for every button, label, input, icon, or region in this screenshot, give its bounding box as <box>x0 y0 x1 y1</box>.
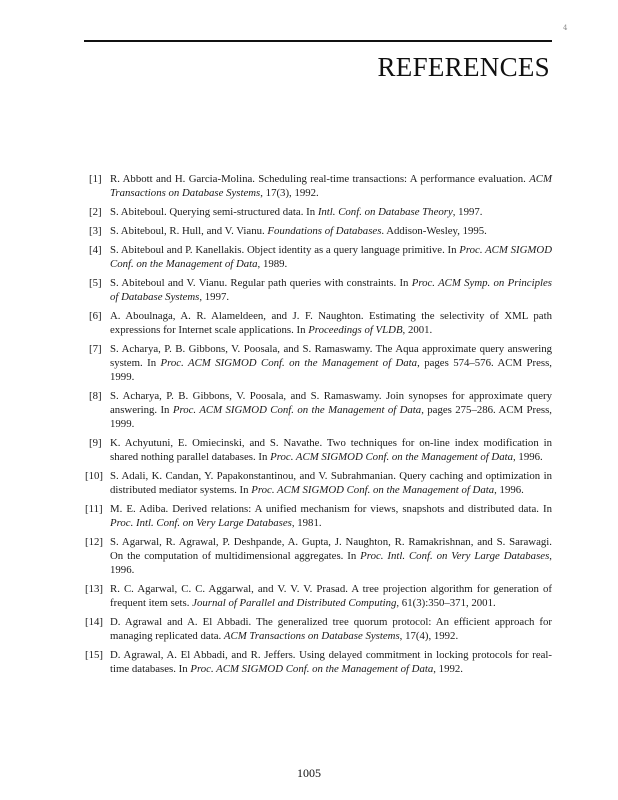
reference-text: , 1992. <box>433 663 463 676</box>
reference-venue: Proc. Intl. Conf. on Very Large Databases <box>360 550 550 563</box>
reference-number: [6] <box>89 309 102 322</box>
reference-text: S. Abiteboul. Querying semi-structured data. In <box>110 206 318 218</box>
reference-number: [4] <box>89 243 102 256</box>
reference-text: , 1981. <box>291 517 322 530</box>
reference-number: [9] <box>89 437 102 449</box>
reference-text: , pages 275–286. ACM Press, 1999. <box>110 404 552 431</box>
reference-number: [11] <box>85 503 103 515</box>
reference-item <box>89 309 552 337</box>
reference-venue: Proc. ACM SIGMOD Conf. on the Management of Data <box>160 356 418 369</box>
reference-text: S. Acharya, P. B. Gibbons, V. Poosala, and S. Ramaswamy. The Aqua approximate query answering system. In <box>110 342 552 369</box>
reference-text: S. Acharya, P. B. Gibbons, V. Poosala, and S. Ramaswamy. Join synopses for approximate query answering. In <box>110 389 552 416</box>
reference-item <box>85 502 552 530</box>
reference-item <box>89 342 552 385</box>
reference-number: [5] <box>89 276 102 289</box>
reference-text: S. Abiteboul and P. Kanellakis. Object identity as a query language primitive. In <box>110 243 460 256</box>
reference-number: [1] <box>89 173 102 185</box>
reference-item <box>89 205 552 219</box>
reference-text: , 1996. <box>110 550 552 577</box>
reference-text: K. Achyutuni, E. Omiecinski, and S. Navathe. Two techniques for on-line index modification in shared nothing parallel databases. In <box>110 437 552 464</box>
reference-venue: Proc. ACM SIGMOD Conf. on the Management of Data <box>190 663 434 676</box>
reference-text: D. Agrawal, A. El Abbadi, and R. Jeffers. Using delayed commitment in locking protocols for real-time databases. In <box>110 649 552 676</box>
reference-text: A. Aboulnaga, A. R. Alameldeen, and J. F. Naughton. Estimating the selectivity of XML path expressions for Internet scale applications. In <box>110 309 552 336</box>
reference-item <box>85 615 552 643</box>
reference-text: , pages 574–576. ACM Press, 1999. <box>110 356 552 383</box>
reference-text: S. Abiteboul and V. Vianu. Regular path queries with constraints. In <box>110 276 412 289</box>
reference-text: , 17(4), 1992. <box>399 630 459 643</box>
reference-text: , 1989. <box>257 257 288 270</box>
reference-number: [3] <box>89 224 102 237</box>
reference-item <box>89 243 552 271</box>
reference-item <box>85 535 552 578</box>
reference-text: R. C. Agarwal, C. C. Aggarwal, and V. V. V. Prasad. A tree projection algorithm for generation of frequent item sets. <box>110 583 552 610</box>
reference-text: , 17(3), 1992. <box>260 187 319 200</box>
reference-number: [8] <box>89 389 102 402</box>
reference-number: [2] <box>89 206 102 218</box>
reference-text: , 1997. <box>452 206 483 218</box>
reference-venue: Journal of Parallel and Distributed Computing <box>192 597 397 610</box>
reference-venue: ACM Transactions on Database Systems <box>110 173 552 200</box>
reference-text: R. Abbott and H. Garcia-Molina. Scheduling real-time transactions: A performance evaluation. <box>110 173 530 185</box>
reference-venue: Proc. Intl. Conf. on Very Large Databases <box>110 517 292 530</box>
reference-item <box>89 224 552 238</box>
page-title: REFERENCES <box>377 52 550 82</box>
reference-item <box>89 436 552 464</box>
reference-text: M. E. Adiba. Derived relations: A unified mechanism for views, snapshots and distributed data. In <box>110 503 552 515</box>
reference-list <box>85 172 552 681</box>
reference-text: . Addison-Wesley, 1995. <box>381 224 487 237</box>
reference-number: [7] <box>89 342 102 355</box>
reference-item <box>89 389 552 432</box>
reference-venue: Proc. ACM SIGMOD Conf. on the Management of Data <box>251 484 495 497</box>
reference-text: D. Agrawal and A. El Abbadi. The generalized tree quorum protocol: An efficient approach for managing replicated data. <box>110 616 552 643</box>
reference-number: [13] <box>85 583 103 596</box>
reference-venue: Intl. Conf. on Database Theory <box>317 206 453 218</box>
reference-text: , 61(3):350–371, 2001. <box>396 597 496 610</box>
reference-text: , 1996. <box>513 451 543 464</box>
reference-text: S. Agarwal, R. Agrawal, P. Deshpande, A. Gupta, J. Naughton, R. Ramakrishnan, and S. Sarawagi. On the computation of multidimensional aggregates. In <box>110 536 552 563</box>
corner-mark: 4 <box>563 24 568 32</box>
reference-text: , 2001. <box>402 323 433 336</box>
reference-venue: Proc. ACM SIGMOD Conf. on the Management of Data <box>270 451 514 464</box>
reference-number: [14] <box>85 616 103 629</box>
reference-venue: Proc. ACM Symp. on Principles of Database Systems <box>110 276 552 303</box>
reference-text: , 1997. <box>199 290 230 303</box>
reference-item <box>89 276 552 304</box>
reference-text: , 1996. <box>494 484 524 497</box>
page-number: 1005 <box>297 766 321 780</box>
reference-venue: Proc. ACM SIGMOD Conf. on the Management of Data <box>110 243 552 270</box>
header-rule <box>84 40 552 42</box>
reference-item <box>85 469 552 497</box>
reference-text: S. Abiteboul, R. Hull, and V. Vianu. <box>110 224 268 237</box>
reference-venue: Proceedings of VLDB <box>308 323 403 336</box>
reference-item <box>89 172 552 200</box>
reference-item <box>85 582 552 610</box>
reference-number: [15] <box>85 649 103 662</box>
reference-venue: ACM Transactions on Database Systems <box>223 630 400 643</box>
reference-venue: Proc. ACM SIGMOD Conf. on the Management of Data <box>172 404 422 416</box>
reference-item <box>85 648 552 676</box>
reference-venue: Foundations of Databases <box>267 224 382 237</box>
reference-number: [10] <box>85 470 103 482</box>
reference-text: S. Adali, K. Candan, Y. Papakonstantinou, and V. Subrahmanian. Query caching and optimization in distributed mediator systems. In <box>110 470 552 497</box>
reference-number: [12] <box>85 536 103 548</box>
